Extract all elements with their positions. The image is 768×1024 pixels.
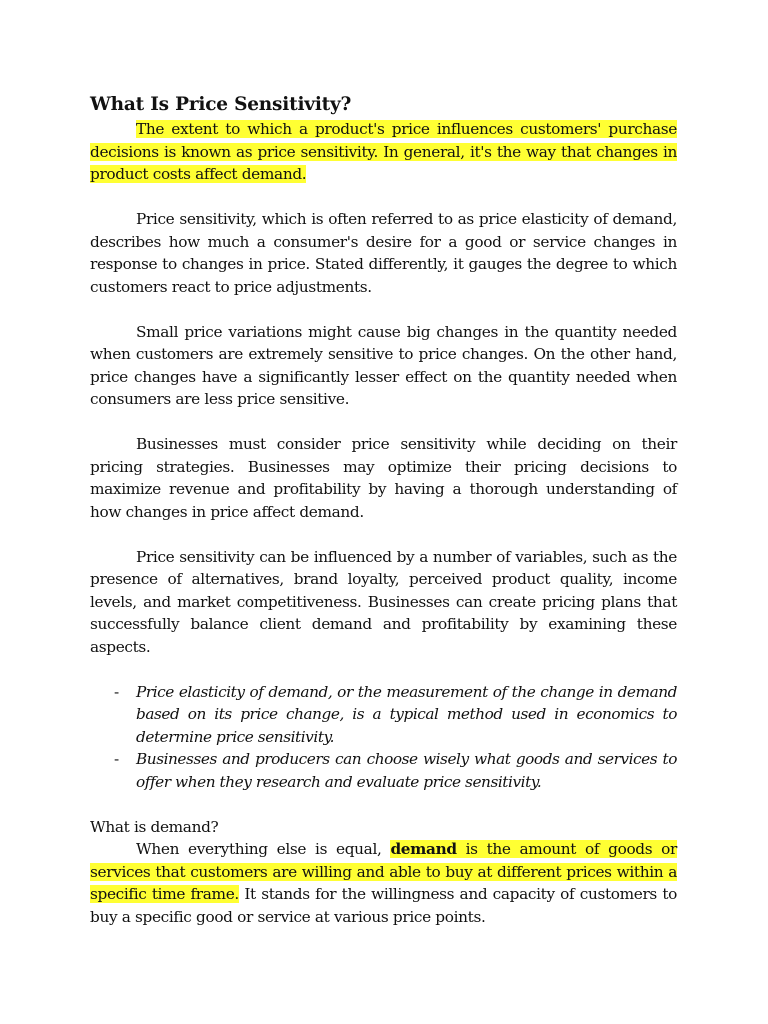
list-item-text: Price elasticity of demand, or the measurement of the change in demand based on its price change, is a typical method used in economics to determine price sensitivity. (136, 682, 677, 746)
paragraph-spacer (90, 523, 677, 546)
list-item (90, 748, 677, 793)
paragraph-variables: Price sensitivity can be influenced by a number of variables, such as the presence of alternatives, brand loyalty, perceived product quality, income levels, and market competitiveness. Businesses can create pricing plans that successfully balance client demand and profitability by examining these aspects. (90, 547, 677, 656)
paragraph-intro (90, 118, 677, 186)
paragraph-spacer (90, 186, 677, 209)
paragraph-pricing-strategies: Businesses must consider price sensitivity while deciding on their pricing strategies. Businesses may optimize their pricing decisions to maximize revenue and profitability by having a thorough understanding of how changes in price affect demand. (90, 435, 677, 521)
list-item (90, 681, 677, 749)
dash-list (90, 681, 677, 794)
paragraph-spacer (90, 658, 677, 681)
document-title: What Is Price Sensitivity? (90, 94, 352, 115)
paragraph-demand (90, 838, 677, 928)
document-page (90, 92, 677, 928)
paragraph-variations: Small price variations might cause big changes in the quantity needed when customers are extremely sensitive to price changes. On the other hand, price changes have a significantly lesser effect on the quantity needed when consumers are less price sensitive. (90, 322, 677, 408)
demand-lead: When everything else is equal, (136, 840, 391, 858)
demand-tail: It stands for the willingness and capacity of customers to buy a specific good or service at various price points. (90, 885, 677, 926)
demand-term: demand (390, 840, 457, 858)
demand-heading: What is demand? (90, 817, 219, 836)
list-item-text: Businesses and producers can choose wisely what goods and services to offer when they research and evaluate price sensitivity. (136, 750, 677, 791)
paragraph-spacer (90, 411, 677, 434)
dash-bullet-icon: - (114, 682, 119, 701)
dash-bullet-icon: - (114, 750, 119, 768)
paragraph-elasticity: Price sensitivity, which is often referred to as price elasticity of demand, describes how much a consumer's desire for a good or service changes in response to changes in price. Stated differently, it gauges the degree to which customers react to price adjustments. (90, 210, 677, 296)
demand-definition-rest: is the amount of goods or services that customers are willing and able to buy at different prices within a specific time frame. (90, 840, 677, 903)
paragraph-spacer (90, 793, 677, 816)
highlighted-definition: The extent to which a product's price influences customers' purchase decisions is known as price sensitivity. In general, it's the way that changes in product costs affect demand. (90, 120, 677, 183)
paragraph-spacer (90, 298, 677, 321)
